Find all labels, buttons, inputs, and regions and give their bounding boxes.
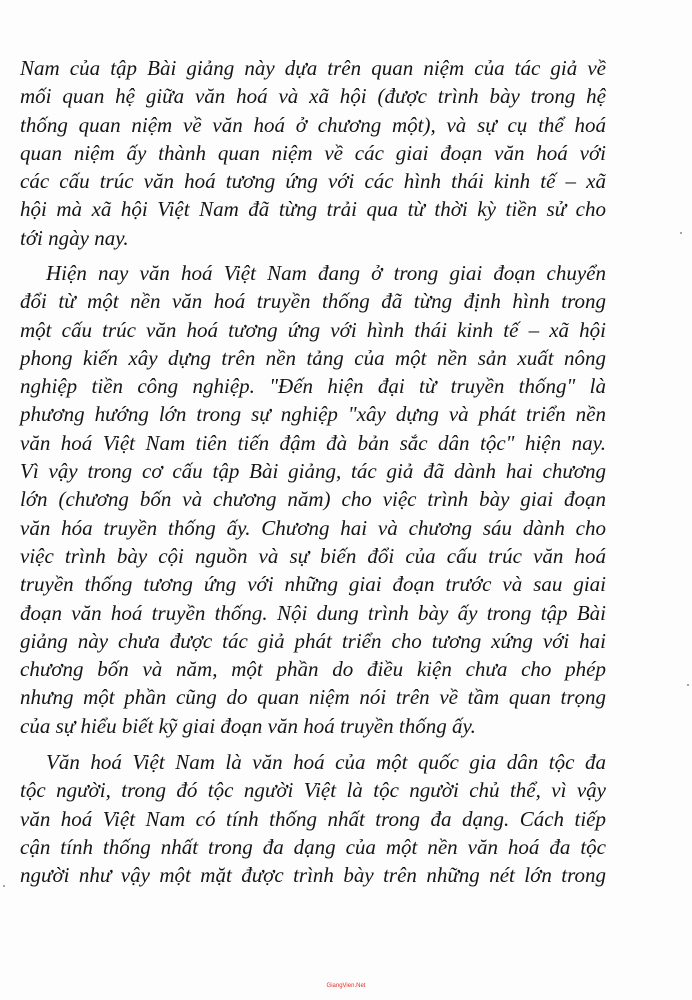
scan-speck [3,885,5,887]
paragraph-3 [20,748,606,889]
text-line: hội mà xã hội Việt Nam đã từng trải qua từ thời kỳ tiền sử cho [20,197,606,222]
text-line: tộc người, trong đó tộc người Việt là tộc người chủ thể, vì vậy [20,778,606,803]
text-line: giảng này chưa được tác giả phát triển cho tương xứng với hai [20,628,606,653]
paragraph-2 [20,259,606,740]
text-line: lớn (chương bốn và chương năm) cho việc trình bày giai đoạn [20,487,606,512]
text-line: một cấu trúc văn hoá tương ứng với hình thái kinh tế – xã hội [20,317,606,342]
paragraph-1 [20,54,606,252]
text-line: nhưng một phần cũng do quan niệm nói trên về tầm quan trọng [20,685,606,710]
text-line: văn hoá Việt Nam có tính thống nhất trong đa dạng. Cách tiếp [20,806,606,831]
text-line: đổi từ một nền văn hoá truyền thống đã từng định hình trong [20,289,606,314]
scan-speck [680,232,682,234]
text-line: mối quan hệ giữa văn hoá và xã hội (được trình bày trong hệ [20,84,606,109]
text-line: chương bốn và năm, một phần do điều kiện chưa cho phép [20,657,606,682]
text-line: tới ngày nay. [20,225,129,250]
text-line: nghiệp tiền công nghiệp. "Đến hiện đại từ truyền thống" là [20,374,606,399]
text-line: văn hóa truyền thống ấy. Chương hai và chương sáu dành cho [20,515,606,540]
text-line: thống quan niệm về văn hoá ở chương một), và sự cụ thể hoá [20,112,606,137]
text-line: Nam của tập Bài giảng này dựa trên quan niệm của tác giả về [20,56,606,80]
text-line: Văn hoá Việt Nam là văn hoá của một quốc gia dân tộc đa [46,750,606,774]
text-line: người như vậy một mặt được trình bày trên những nét lớn trong [20,863,606,888]
text-line: văn hoá Việt Nam tiên tiến đậm đà bản sắc dân tộc" hiện nay. [20,430,606,455]
text-line: phương hướng lớn trong sự nghiệp "xây dựng và phát triển nền [20,402,606,427]
text-line: đoạn văn hoá truyền thống. Nội dung trình bày ấy trong tập Bài [20,600,606,625]
text-line: truyền thống tương ứng với những giai đoạn trước và sau giai [20,572,606,597]
text-line: Hiện nay văn hoá Việt Nam đang ở trong giai đoạn chuyển [46,261,606,285]
text-line: các cấu trúc văn hoá tương ứng với các hình thái kinh tế – xã [20,169,606,194]
scan-speck [687,684,689,686]
text-line: Vì vậy trong cơ cấu tập Bài giảng, tác giả đã dành hai chương [20,459,606,484]
text-line: quan niệm ấy thành quan niệm về các giai đoạn văn hoá với [20,140,606,165]
text-line: việc trình bày cội nguồn và sự biến đổi của cấu trúc văn hoá [20,543,606,568]
watermark: GiangVien.Net [326,983,366,989]
text-line: của sự hiểu biết kỹ giai đoạn văn hoá truyền thống ấy. [20,713,476,738]
text-line: phong kiến xây dựng trên nền tảng của một nền sản xuất nông [20,345,606,370]
text-line: cận tính thống nhất trong đa dạng của một nền văn hoá đa tộc [20,834,606,859]
